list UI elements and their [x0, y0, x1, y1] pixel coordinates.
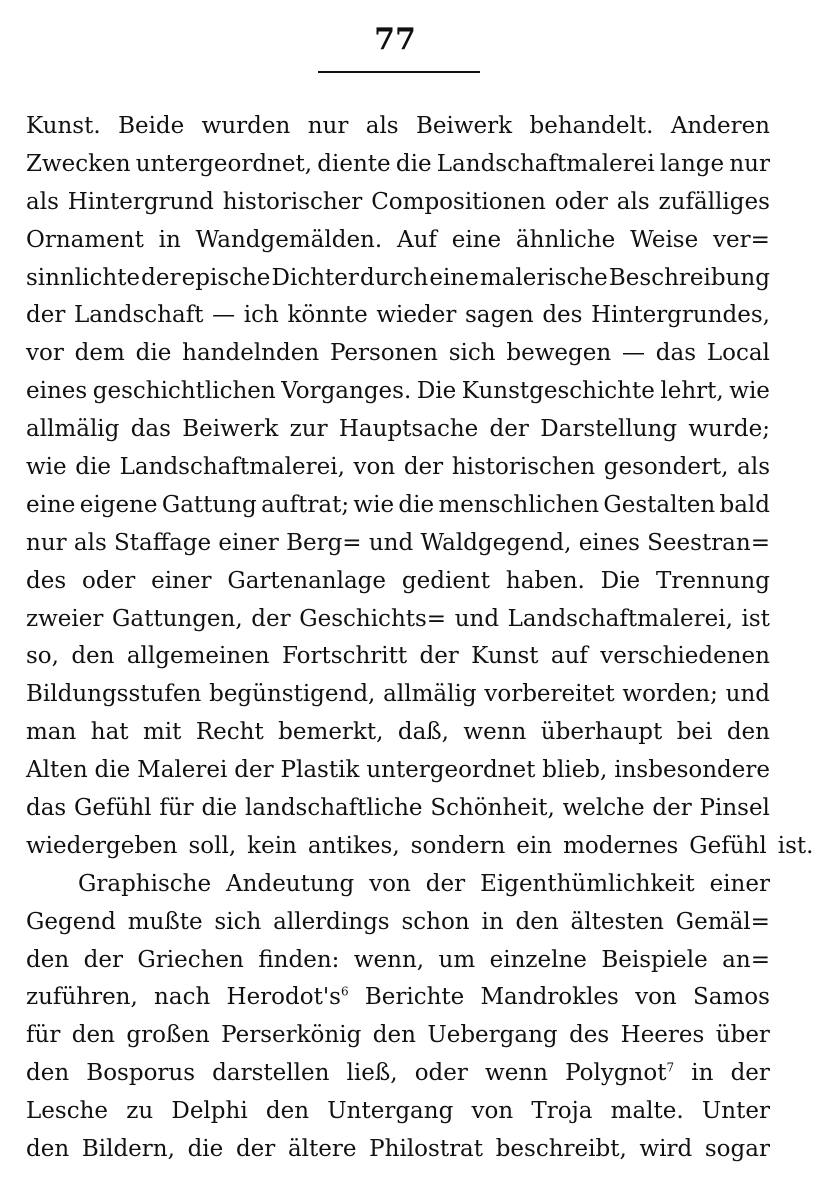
word: worden;	[622, 681, 718, 708]
word: malerische	[479, 264, 608, 291]
text-line	[26, 1017, 770, 1055]
word: Griechen	[137, 946, 244, 973]
word: Beiwerk	[416, 113, 513, 139]
word: die	[135, 340, 172, 367]
footnote-marker: 7	[666, 1060, 675, 1075]
word: bei	[676, 719, 713, 746]
word: Die	[600, 567, 641, 594]
word: wie	[26, 454, 67, 481]
text-line	[26, 373, 770, 411]
word: auftrat;	[261, 491, 350, 518]
paragraph-first-line	[26, 866, 770, 904]
word: die	[395, 150, 432, 177]
text-line	[26, 904, 770, 942]
word: und	[725, 681, 770, 708]
word: Zwecken	[26, 150, 131, 177]
text-line	[26, 108, 770, 146]
word: der	[403, 454, 444, 481]
word: menschlichen	[438, 491, 600, 518]
word: oder	[414, 1060, 468, 1087]
word: Local	[706, 340, 770, 367]
word: antikes,	[307, 832, 400, 859]
word: historischer	[222, 188, 363, 215]
word: Waldgegend,	[420, 529, 572, 556]
word: in	[158, 226, 181, 253]
word: Compositionen	[371, 188, 546, 215]
text-line	[26, 1131, 770, 1169]
word: großen	[126, 1022, 210, 1049]
word: Weise	[630, 226, 699, 253]
word: Bildern,	[81, 1136, 175, 1163]
word: ältesten	[570, 908, 664, 935]
word: sondern	[410, 832, 506, 859]
word: Beispiele	[601, 946, 708, 973]
word: wieder	[376, 302, 457, 329]
word: in	[691, 1060, 714, 1087]
word: landschaftliche	[244, 795, 423, 822]
word: wie	[729, 378, 770, 405]
word: von	[353, 454, 396, 481]
word: bald	[719, 491, 770, 518]
word: Landschaftmalerei	[436, 150, 655, 177]
word: modernes	[563, 832, 679, 859]
word: Schönheit,	[430, 795, 555, 822]
word: das	[26, 795, 67, 822]
word: ich	[243, 302, 279, 329]
word: wenn	[463, 719, 527, 746]
word: ist	[741, 605, 770, 632]
footnote-marker: 6	[340, 984, 349, 999]
word: um	[438, 946, 476, 973]
word: Gemäl=	[675, 908, 770, 935]
word: kein	[247, 832, 297, 859]
word: allmälig	[26, 416, 120, 443]
word: das	[655, 340, 697, 367]
word: wenn	[485, 1060, 548, 1087]
word: ver=	[713, 226, 770, 253]
word: schon	[401, 908, 470, 935]
text-line	[26, 1093, 770, 1131]
word: Gefühl	[689, 832, 767, 859]
text-line	[26, 676, 770, 714]
word: den	[26, 1136, 70, 1163]
word: diente	[317, 150, 391, 177]
word: ein	[516, 832, 553, 859]
word: allgemeinen	[126, 643, 270, 670]
word: allmälig	[383, 681, 477, 708]
word: Gartenanlage	[227, 567, 387, 594]
word: Samos	[692, 984, 770, 1011]
word: Gattungen,	[112, 605, 243, 632]
word: Bosporus	[86, 1060, 196, 1087]
word: man	[26, 719, 77, 746]
word: und	[454, 605, 500, 632]
word: geschichtlichen	[92, 378, 276, 405]
word: für	[26, 1022, 61, 1049]
word: Landschaftmalerei,	[119, 454, 345, 481]
word: Troja	[531, 1098, 593, 1125]
word: der	[235, 1136, 276, 1163]
word: zweier	[26, 605, 104, 632]
text-line	[26, 449, 770, 487]
word: die	[94, 757, 131, 784]
word: Gefühl	[74, 795, 152, 822]
word: nur	[26, 529, 67, 556]
page-number: 77	[374, 22, 416, 57]
word: der	[251, 605, 291, 632]
word: Malerei	[137, 757, 228, 784]
word: der	[489, 416, 529, 443]
word: Landschaft	[73, 302, 204, 329]
word: sogar	[704, 1136, 770, 1163]
word: Untergang	[327, 1098, 454, 1125]
text-line	[26, 601, 770, 639]
word: eines	[26, 378, 88, 405]
word: durch	[359, 264, 429, 291]
word: gesondert,	[603, 454, 729, 481]
word: überhaupt	[540, 719, 663, 746]
word: Gattung	[161, 491, 257, 518]
word: eine	[451, 226, 502, 253]
word: nach	[154, 984, 211, 1011]
text-line	[26, 184, 770, 222]
word: als	[737, 454, 770, 481]
word: Philostrat	[369, 1136, 484, 1163]
word: von	[471, 1098, 514, 1125]
word: begünstigend,	[209, 681, 376, 708]
word: Pinsel	[699, 795, 770, 822]
word: allerdings	[273, 908, 390, 935]
word: historischen	[451, 454, 596, 481]
word: dem	[74, 340, 125, 367]
word: malte.	[610, 1098, 684, 1125]
word: daß,	[397, 719, 449, 746]
text-line	[26, 411, 770, 449]
text-line	[26, 222, 770, 260]
word: die	[75, 454, 111, 481]
word: eines	[578, 529, 640, 556]
word: wurde;	[688, 416, 770, 443]
word: die	[201, 795, 238, 822]
word: epische	[181, 264, 271, 291]
word: der	[234, 757, 274, 784]
word: den	[71, 1022, 115, 1049]
word: finden:	[258, 946, 340, 973]
word: der	[26, 302, 66, 329]
word: der	[141, 264, 181, 291]
word: einer	[151, 567, 212, 594]
word: Berichte	[364, 984, 465, 1011]
word: wurden	[201, 113, 291, 139]
word: Graphische	[78, 870, 212, 897]
word: des	[542, 302, 583, 329]
word: —	[212, 302, 236, 329]
word: eine	[26, 491, 76, 518]
word: einer	[218, 529, 279, 556]
word: in	[481, 908, 504, 935]
word: mit	[143, 719, 182, 746]
word: ältere	[287, 1136, 357, 1163]
word: Geschichts=	[299, 605, 447, 632]
word: des	[26, 567, 67, 594]
word: von	[635, 984, 677, 1011]
word: einzelne	[489, 946, 587, 973]
word: untergeordnet,	[135, 150, 313, 177]
word: Beiwerk	[182, 416, 279, 443]
word: eine	[429, 264, 479, 291]
word: behandelt.	[529, 113, 654, 139]
word: Beschreibung	[608, 264, 770, 291]
text-line	[26, 297, 770, 335]
word: sich	[214, 908, 262, 935]
word: oder	[554, 188, 608, 215]
word: welche	[562, 795, 645, 822]
word: Perserkönig	[221, 1022, 362, 1049]
word: als	[26, 188, 59, 215]
word: Auf	[396, 226, 437, 253]
word: der	[730, 1060, 770, 1087]
word: könnte	[287, 302, 368, 329]
word: sagen	[465, 302, 534, 329]
word: Bildungsstufen	[26, 681, 202, 708]
word: handelnden	[182, 340, 320, 367]
word: Berg=	[286, 529, 362, 556]
word: Uebergang	[427, 1022, 558, 1049]
word: haben.	[505, 567, 585, 594]
word: nur	[307, 113, 349, 139]
word: Gegend	[26, 908, 116, 935]
text-line	[26, 828, 813, 866]
word: als	[73, 529, 107, 556]
text-line	[26, 146, 770, 184]
word: von	[369, 870, 411, 897]
word: Dichter	[271, 264, 359, 291]
word: Hauptsache	[338, 416, 479, 443]
word: den	[515, 908, 559, 935]
word: Unter	[701, 1098, 770, 1125]
text-line	[26, 563, 770, 601]
word: als	[616, 188, 650, 215]
word: vorbereitet	[484, 681, 615, 708]
word: Delphi	[171, 1098, 248, 1125]
word: der	[419, 643, 459, 670]
word: Lesche	[26, 1098, 108, 1125]
text-line	[26, 790, 770, 828]
word: wenn,	[353, 946, 425, 973]
word: wird	[639, 1136, 693, 1163]
word: Darstellung	[540, 416, 678, 443]
word: darstellen	[212, 1060, 330, 1087]
word: $Herodot's^6$	[226, 984, 349, 1011]
word: Personen	[329, 340, 438, 367]
word: den	[372, 1022, 416, 1049]
word: Recht	[195, 719, 264, 746]
word: eigene	[79, 491, 158, 518]
word: oder	[82, 567, 136, 594]
word: Wandgemälden.	[195, 226, 383, 253]
word: Die	[416, 378, 457, 405]
word: einer	[709, 870, 770, 897]
word: wie	[353, 491, 395, 518]
word: Anderen	[670, 113, 770, 139]
header-rule	[318, 71, 480, 73]
word: Kunstgeschichte	[461, 378, 655, 405]
word: den	[726, 719, 770, 746]
word: Eigenthümlichkeit	[480, 870, 695, 897]
word: zur	[289, 416, 328, 443]
word: soll,	[188, 832, 237, 859]
word: Mandrokles	[480, 984, 619, 1011]
body-text	[26, 108, 813, 1169]
word: zufälliges	[658, 188, 770, 215]
word: Plastik	[280, 757, 360, 784]
text-line	[26, 752, 770, 790]
text-line	[26, 487, 770, 525]
word: und	[368, 529, 414, 556]
word: Trennung	[656, 567, 770, 594]
word: nur	[729, 150, 770, 177]
word: verschiedenen	[600, 643, 770, 670]
word: beschreibt,	[495, 1136, 627, 1163]
text-line-footnote	[26, 979, 770, 1017]
word: hat	[90, 719, 129, 746]
text-line	[26, 260, 770, 298]
word: Kunst.	[26, 113, 101, 139]
word: lehrt,	[660, 378, 724, 405]
word: Ornament	[26, 226, 144, 253]
word: lange	[659, 150, 725, 177]
word: an=	[722, 946, 770, 973]
word: den	[71, 643, 115, 670]
word: so,	[26, 643, 59, 670]
word: Hintergrund	[67, 188, 214, 215]
word: Heeres	[620, 1022, 705, 1049]
word: den	[26, 946, 70, 973]
word: Landschaftmalerei,	[507, 605, 733, 632]
word: Gestalten	[603, 491, 716, 518]
word: Seestran=	[647, 529, 770, 556]
word: sich	[448, 340, 496, 367]
word: Alten	[26, 757, 88, 784]
word: die	[398, 491, 435, 518]
word: Vorganges.	[281, 378, 412, 405]
word: Beide	[118, 113, 185, 139]
word: bewegen	[506, 340, 612, 367]
word: Andeutung	[226, 870, 355, 897]
word: auf	[550, 643, 588, 670]
word: untergeordnet	[366, 757, 536, 784]
word: gedient	[401, 567, 490, 594]
word: sinnlichte	[26, 264, 141, 291]
text-line	[26, 638, 770, 676]
word: den	[265, 1098, 310, 1125]
word: Hintergrundes,	[591, 302, 770, 329]
word: das	[130, 416, 171, 443]
word: über	[715, 1022, 770, 1049]
word: bemerkt,	[278, 719, 384, 746]
word: mußte	[127, 908, 203, 935]
word: ließ,	[346, 1060, 398, 1087]
word: ähnliche	[515, 226, 616, 253]
word: des	[569, 1022, 610, 1049]
word: zu	[126, 1098, 154, 1125]
word: insbesondere	[614, 757, 770, 784]
word: blieb,	[542, 757, 608, 784]
word: Staffage	[114, 529, 212, 556]
word: die	[187, 1136, 224, 1163]
word: als	[365, 113, 399, 139]
word: wiedergeben	[26, 832, 178, 859]
word: zuführen,	[26, 984, 138, 1011]
word: der	[425, 870, 466, 897]
text-line	[26, 525, 770, 563]
word: Kunst	[471, 643, 539, 670]
word: der	[652, 795, 692, 822]
word: —	[621, 340, 645, 367]
text-line	[26, 942, 770, 980]
word: Polygnot$^7$	[565, 1060, 675, 1087]
word: den	[26, 1060, 70, 1087]
word: vor	[26, 340, 64, 367]
word: ist.	[777, 832, 813, 859]
word: der	[83, 946, 123, 973]
text-line	[26, 335, 770, 373]
word: Fortschritt	[281, 643, 408, 670]
text-line	[26, 714, 770, 752]
word: für	[159, 795, 194, 822]
text-line-footnote	[26, 1055, 770, 1093]
